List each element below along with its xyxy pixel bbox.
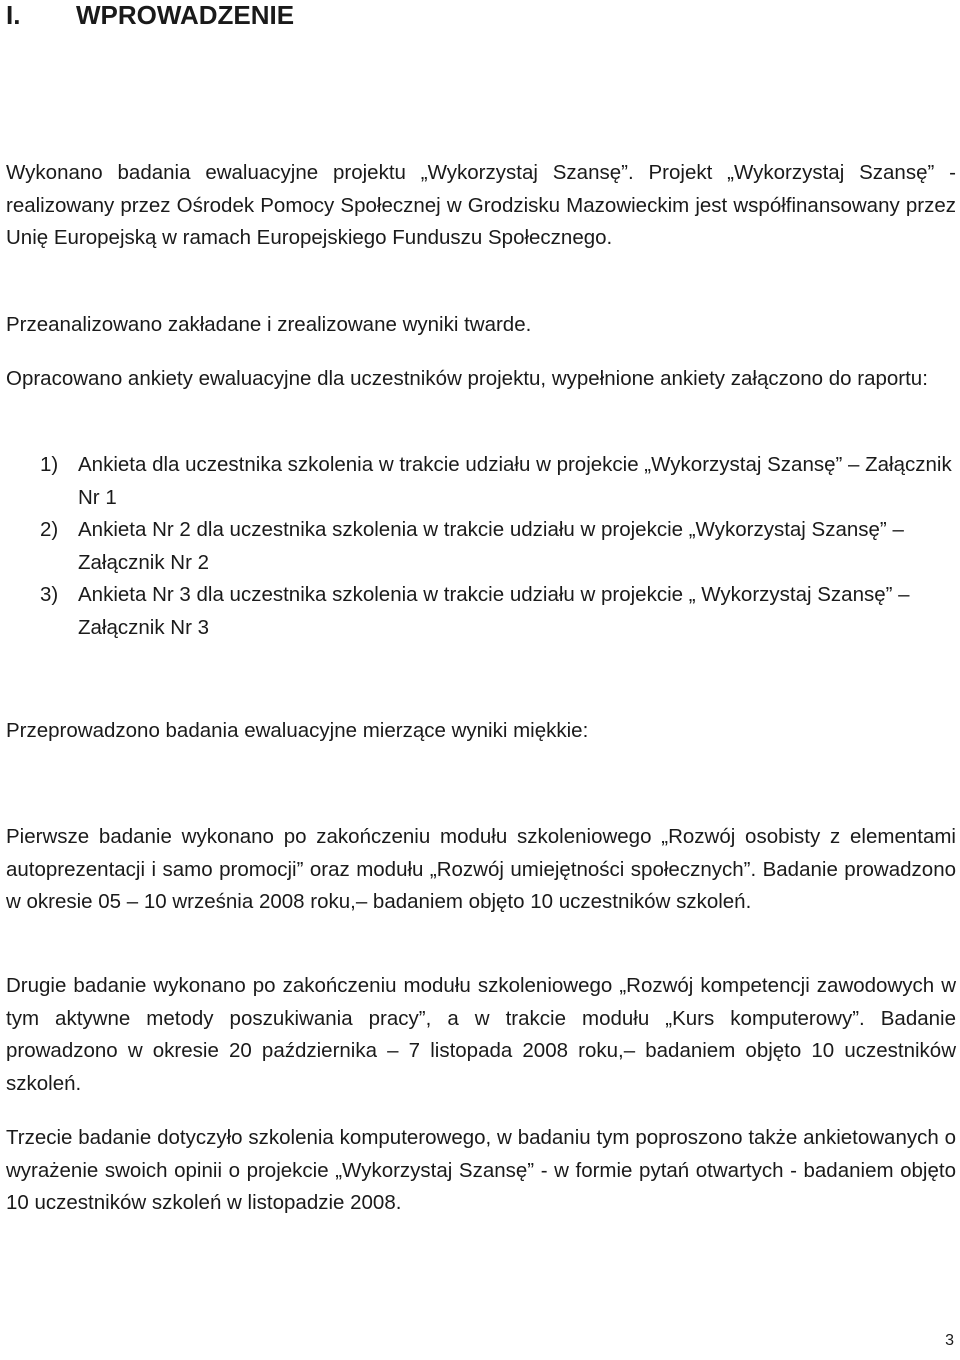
soft-results-paragraph: Przeprowadzono badania ewaluacyjne mierzące wyniki miękkie: <box>6 719 589 742</box>
list-item <box>40 514 956 579</box>
section-heading <box>6 0 294 30</box>
list-item-text: Ankieta Nr 3 dla uczestnika szkolenia w trakcie udziału w projekcie „ Wykorzystaj Szansę” – Załącznik Nr 3 <box>78 583 910 639</box>
list-marker: 2) <box>40 518 59 542</box>
section-title: WPROWADZENIE <box>76 0 295 30</box>
first-study-paragraph: Pierwsze badanie wykonano po zakończeniu modułu szkoleniowego „Rozwój osobisty z elementami autoprezentacji i samo promocji” oraz modułu „Rozwój umiejętności społecznych”. Badanie prowadzono w okresie 05 – 10 września 2008 roku,– badaniem objęto 10 uczestników szkoleń. <box>6 825 956 914</box>
list-item-text: Ankieta Nr 2 dla uczestnika szkolenia w trakcie udziału w projekcie „Wykorzystaj Szansę” – Załącznik Nr 2 <box>78 518 904 574</box>
section-number: I. <box>6 0 21 30</box>
page-number: 3 <box>945 1332 954 1349</box>
list-item <box>40 449 956 514</box>
analyzed-paragraph: Przeanalizowano zakładane i zrealizowane wyniki twarde. <box>6 313 532 336</box>
list-marker: 1) <box>40 453 59 476</box>
second-study-paragraph: Drugie badanie wykonano po zakończeniu modułu szkoleniowego „Rozwój kompetencji zawodowych w tym aktywne metody poszukiwania pracy”, a w trakcie modułu „Kurs komputerowy”. Badanie prowadzono w okresie 20 października – 7 listopada 2008 roku,– badaniem objęto 10 uczestników szkoleń. <box>6 974 956 1095</box>
third-study-paragraph: Trzecie badanie dotyczyło szkolenia komputerowego, w badaniu tym poproszono także ankietowanych o wyrażenie swoich opinii o projekcie „Wykorzystaj Szansę” - w formie pytań otwartych - badaniem objęto 10 uczestników szkoleń w listopadzie 2008. <box>6 1126 956 1215</box>
intro-paragraph: Wykonano badania ewaluacyjne projektu „Wykorzystaj Szansę”. Projekt „Wykorzystaj Szansę” - realizowany przez Ośrodek Pomocy Społecznej w Grodzisku Mazowieckim jest współfinansowany przez Unię Europejską w ramach Europejskiego Funduszu Społecznego. <box>6 161 956 250</box>
list-marker: 3) <box>40 583 59 607</box>
surveys-paragraph: Opracowano ankiety ewaluacyjne dla uczestników projektu, wypełnione ankiety załączono do raportu: <box>6 367 928 390</box>
attachments-list <box>40 449 956 645</box>
list-item <box>40 579 956 644</box>
list-item-text: Ankieta dla uczestnika szkolenia w trakcie udziału w projekcie „Wykorzystaj Szansę” – Załącznik Nr 1 <box>78 453 952 509</box>
